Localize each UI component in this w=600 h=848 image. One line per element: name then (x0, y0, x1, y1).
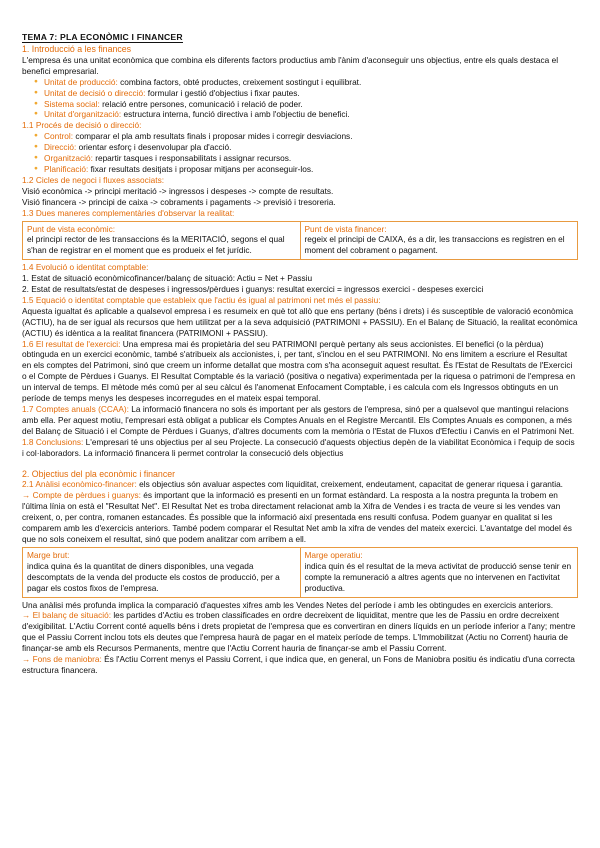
box-text: indica quina és la quantitat de diners disponibles, una vegada descomptats de la venda del producte els costos de producció, per a pagar els costos fixos de l'empresa. (27, 560, 280, 593)
intro-paragraph: L'empresa és una unitat econòmica que combina els diferents factors productius amb l'ànim d'aconseguir uns objectius, entre els quals destaca el benefici empresarial. (22, 54, 559, 76)
section-2-heading: 2. Objectius del pla econòmic i financer (22, 468, 176, 479)
cycles-heading: 1.2 Cicles de negoci i fluxes associats: (22, 174, 165, 185)
list-item: ● Direcció: orientar esforç i desenvolupar pla d'acció. (34, 142, 578, 153)
annual-accounts-paragraph: 1.7 Comptes anuals (CCAA): La informació financera no sols és important per als gestors de l'empresa, sinó per a qualsevol que mantingui relacions amb ella. Per aquest motiu, l'empresari està obligat a publicar els Comptes Anuals en el Registre Mercantil. Els Comptes Anuals es componen, a més del Balanç de Situació i el Compte de Pèrdues i Guanys, d'altres documents com la memòria o l'Estat de Fluxos d'Efectiu i Canvis en el Patrimoni Net. (22, 404, 575, 436)
box-title: Punt de vista financer: (304, 223, 387, 234)
list-item: ● Unitat de producció: combina factors, obté productes, creixement sostingut i equilibrat. (34, 77, 578, 88)
box-text: el principi rector de les transaccions és la MERITACIÓ, segons el qual s'han de registrar en el moment que es produeix el fet jurídic. (27, 234, 285, 256)
viewpoints-box (22, 221, 578, 261)
economic-viewpoint (23, 222, 300, 260)
margins-box (22, 547, 578, 598)
operating-margin (300, 548, 578, 597)
box-title: Marge operatiu: (304, 549, 363, 560)
deeper-analysis-paragraph: Una anàlisi més profunda implica la comparació d'aquestes xifres amb les Vendes Netes del període i amb les obtingudes en exercicis anteriors. (22, 599, 554, 610)
company-units-list (22, 77, 578, 121)
identity-heading: 1.4 Evolució o identitat comptable: (22, 262, 149, 273)
box-text: indica quin és el resultat de la meva activitat de producció sense tenir en compte la remuneració a altres agents que no intervenen en l'activitat productiva. (304, 560, 572, 593)
ways-heading: 1.3 Dues maneres complementàries d'observar la realitat: (22, 207, 235, 218)
result-paragraph: 1.6 El resultat de l'exercici: Una empresa mai és propietària del seu PATRIMONI perquè pertany als seus accionistes. El benefici (o la pèrdua) obtinguda en un exercici econòmic, també s'atribueix als accionistes, i, per tant, s'inclou en el seu PATRIMONI. No ens limitem a escriure el Resultat en els comptes del Patrimoni, sinó que creem un informe detallat que mostra com s'ha aconseguit aquest resultat. És l'Estat de Resultats de l'Exercici o el Compte de Pèrdues i Guanys. El Resultat Comptable és la variació (positiva o negativa) experimentada per la riquesa o patrimoni de l'empresa en un interval de temps. El mètode més comú per al seu càlcul és l'anomenat Enfocament Comptable, i es calcula com els Ingressos obtinguts en un període de temps menys les despeses incorregudes en el mateix espai temporal. (22, 338, 576, 404)
list-item: ● Planificació: fixar resultats desitjats i proposar mitjans per aconseguir-los. (34, 164, 578, 175)
process-heading: 1.1 Procés de decisió o direcció: (22, 120, 142, 131)
identity-line-2: 2. Estat de resultats/estat de despeses i ingressos/pèrdues i guanys: resultat exercici = ingressos exercici - despeses exercici (22, 284, 484, 295)
working-capital-paragraph: → Fons de maniobra: És l'Actiu Corrent menys el Passiu Corrent, i que indica que, en general, un Fons de Maniobra positiu és indicatiu d'una correcta estructura financera. (22, 654, 575, 675)
document-title: TEMA 7: PLA ECONÒMIC I FINANCER (22, 32, 183, 42)
process-list (22, 131, 578, 175)
identity-line-1: 1. Estat de situació econòmicofinancer/balanç de situació: Actiu = Net + Passiu (22, 273, 313, 284)
box-title: Marge brut: (27, 549, 70, 560)
list-item: ● Organització: repartir tasques i responsabilitats i assignar recursos. (34, 153, 578, 164)
box-text: regeix el principi de CAIXA, és a dir, les transaccions es registren en el moment del cobrament o pagament. (304, 234, 565, 256)
equation-paragraph: Aquesta igualtat és aplicable a qualsevol empresa i es resumeix en què tot allò que ens pertany (béns i drets) i és susceptible de valoració econòmica (ACTIU), ha de ser igual als recursos que hem utilitzat per a la seva adquisició (PATRIMONI + PASSIU). En el Balanç de Situació, la realitat econòmica (ACTIU) és idèntica a la realitat financera (PATRIMONI + PASSIU). (22, 305, 578, 338)
analysis-paragraph: 2.1 Anàlisi econòmico-financer: els objectius són avaluar aspectes com liquiditat, creixement, endeutament, capacitat de generar riquesa i garantia. (22, 479, 563, 490)
equation-heading: 1.5 Equació o identitat comptable que estableix que l'actiu és igual al patrimoni net més el passiu: (22, 294, 381, 305)
financial-viewpoint (300, 222, 578, 260)
list-item: ● Control: comparar el pla amb resultats finals i proposar mides i corregir desviacions. (34, 131, 578, 142)
list-item: ● Unitat d'organització: estructura interna, funció directiva i amb l'objectiu de benefici. (34, 109, 578, 120)
list-item: ● Sistema social: relació entre persones, comunicació i relació de poder. (34, 99, 578, 110)
section-1-heading: 1. Introducció a les finances (22, 44, 132, 54)
pyg-paragraph: → Compte de pèrdues i guanys: és important que la informació es presenti en un format estàndard. La resposta a la nostra pregunta la trobem en l'última línia on està el "Resultat Net". El Resultat Net es troba directament relacionat amb la Xifra de Vendes i es tracta de veure si les vendes van creixent, o, per contra, romanen estancades. És possible que la informació així presentada ens resulti confusa. Podem guanyar en qualitat si les comparem amb les d'exercicis anteriors. També podem comparar el Resultat Net amb la xifra de vendes del mateix exercici. L'avantatge del model és que no sols coneixem el resultat, sinó que podem analitzar com arribem a ell. (22, 490, 572, 544)
box-title: Punt de vista econòmic: (27, 223, 116, 234)
conclusions-paragraph: 1.8 Conclusions: L'empresari té uns objectius per al seu Projecte. La consecució d'aquests objectius depèn de la viabilitat Econòmica i l'equip de socis i col·laboradors. La informació financera li permet controlar la consecució dels objectius (22, 436, 575, 458)
cycle-economic: Visió econòmica -> principi meritació -> ingressos i despeses -> compte de resultats. (22, 185, 334, 196)
list-item: ● Unitat de decisió o direcció: formular i gestió d'objectius i fixar pautes. (34, 88, 578, 99)
balance-paragraph: → El balanç de situació: les partides d'Actiu es troben classificades en ordre decreixent de liquiditat, mentre que les de Passiu en ordre decreixent d'exigibilitat. L'Actiu Corrent conté aquells béns i drets propietat de l'empresa que es convertiran en diners líquids en un període inferior a l'any; mentre que el Passiu Corrent inclou tots els deutes que l'empresa haurà de pagar en el mateix període de temps. L'Immobilitzat (Actiu no Corrent) hauria de finançar-se amb els Recursos Permanents, mentre que l'Actiu Corrent hauria de finançar-se amb el Passiu Corrent. (22, 610, 576, 654)
cycle-financial: Visió financera -> principi de caixa -> cobraments i pagaments -> previsió i tresoreria. (22, 196, 336, 207)
gross-margin (23, 548, 300, 597)
